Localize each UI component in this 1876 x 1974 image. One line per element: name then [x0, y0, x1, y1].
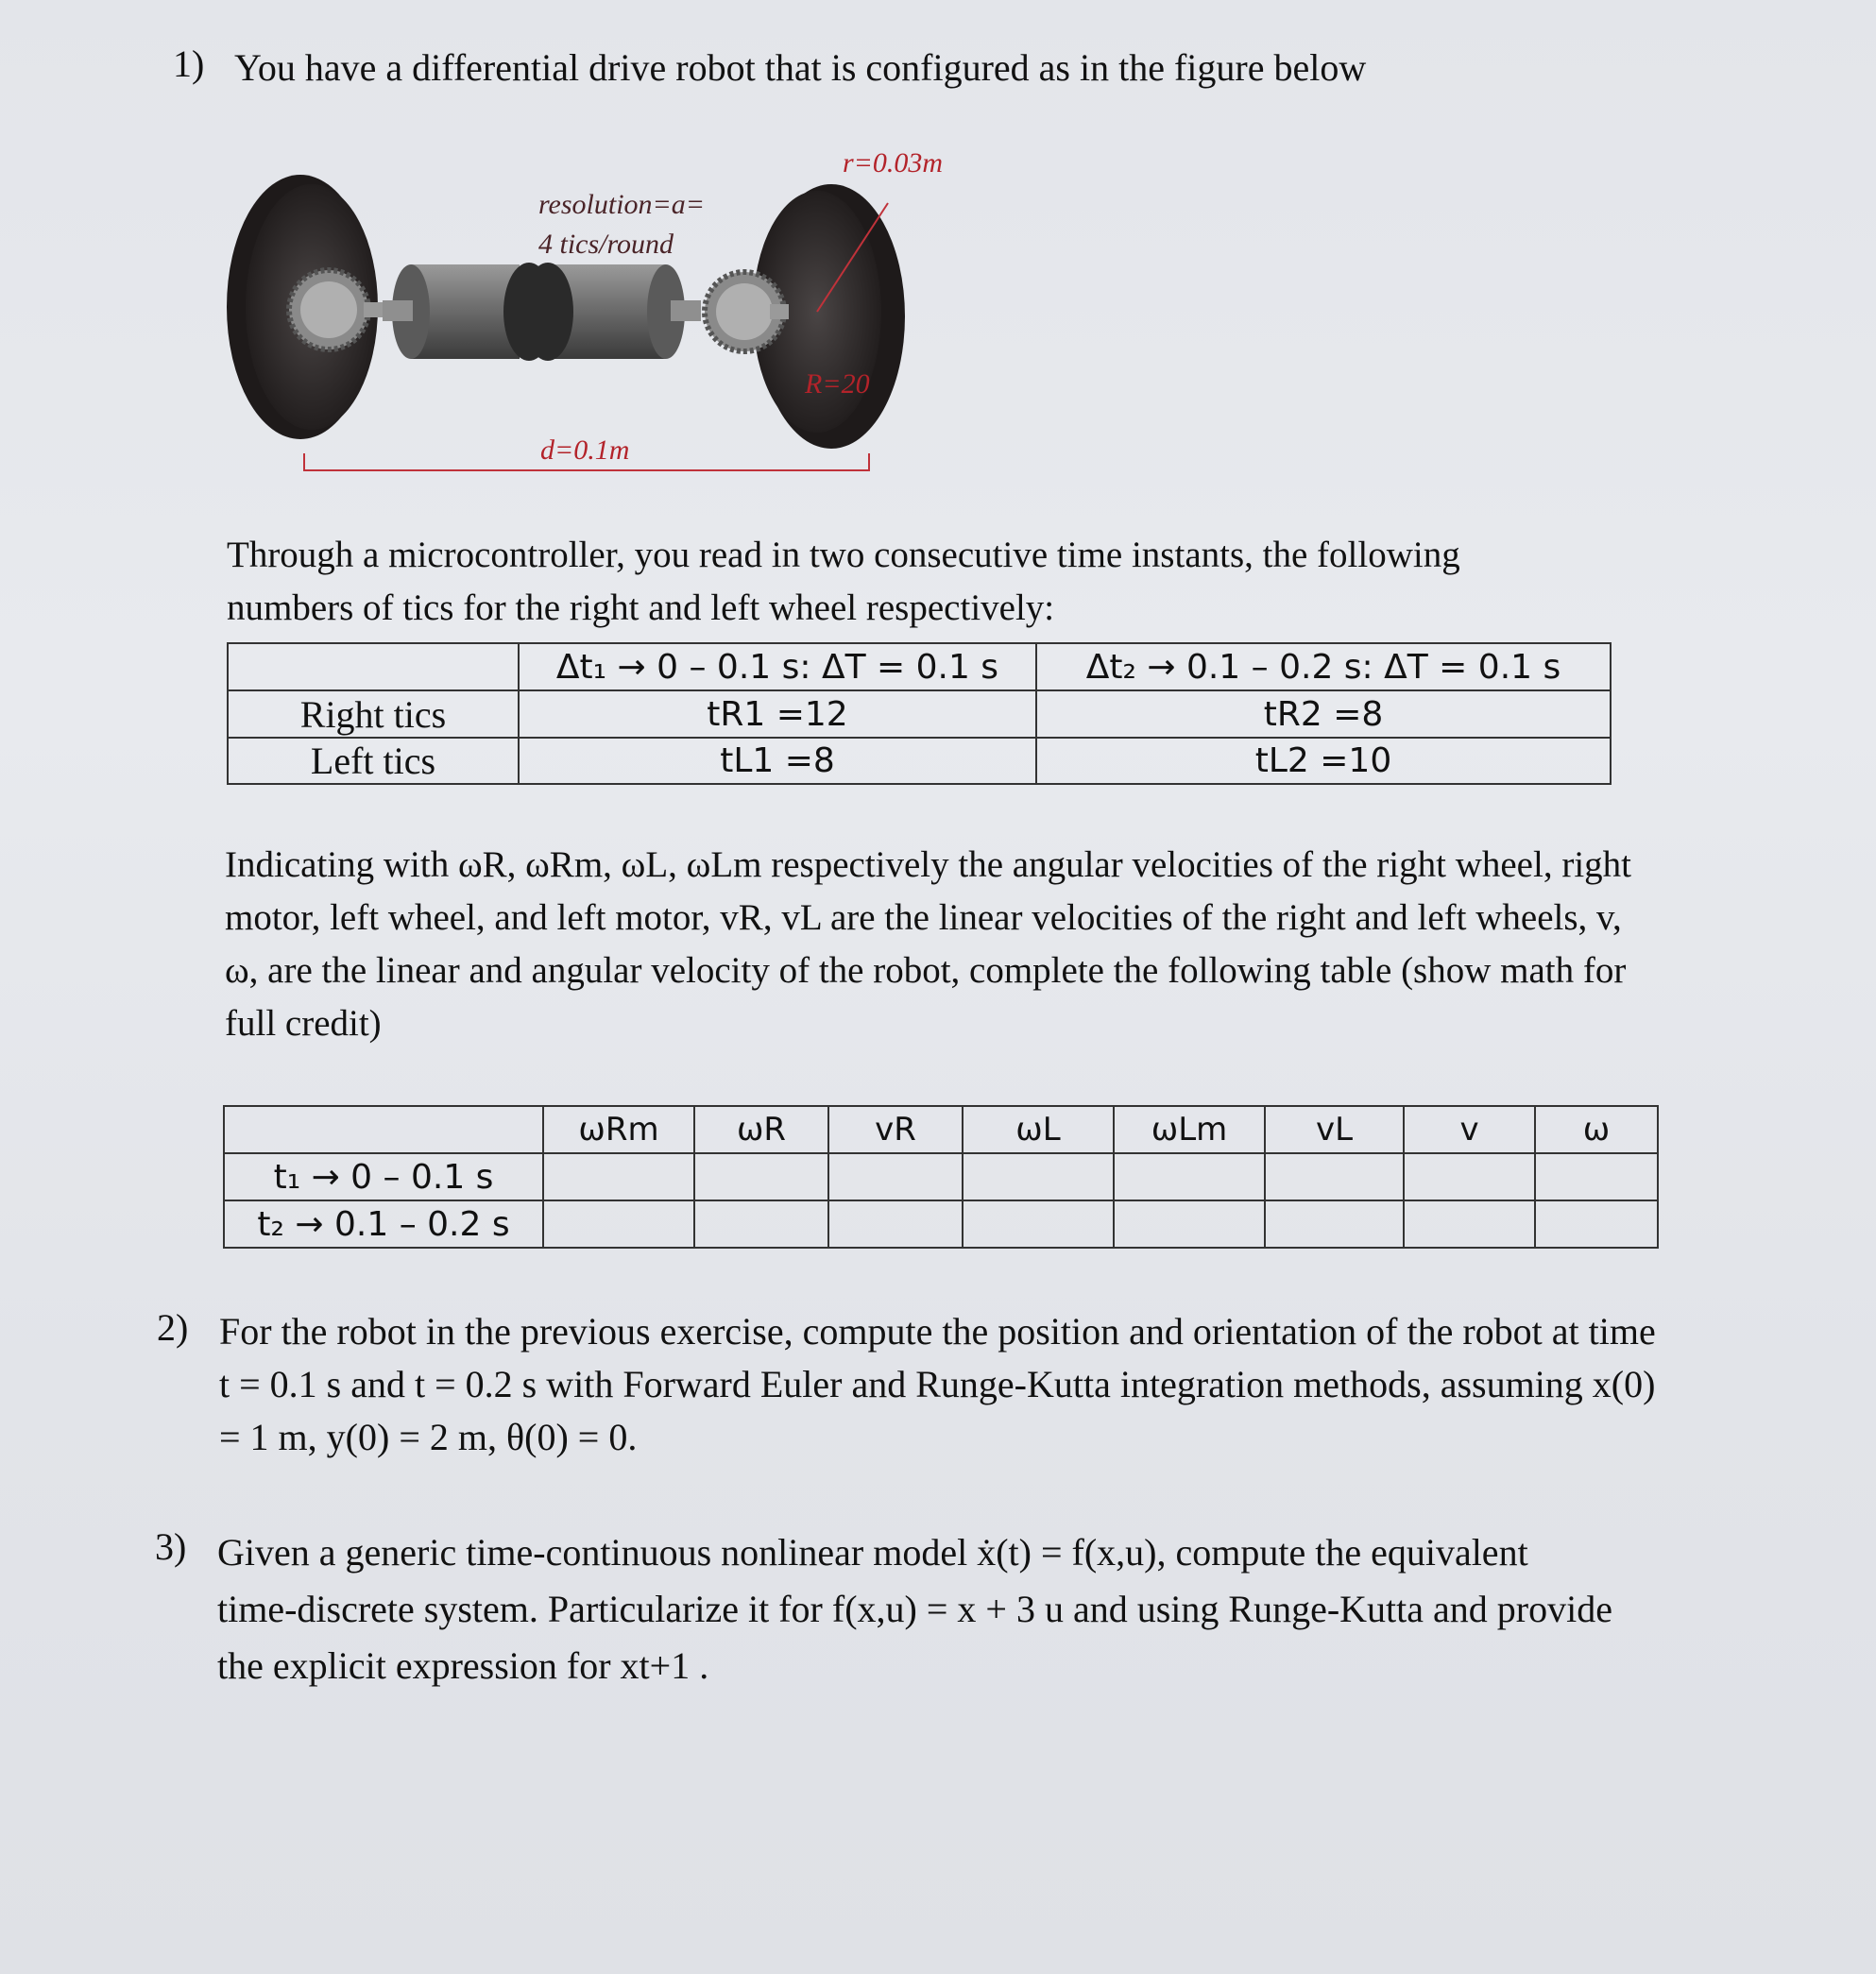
answer-header-cell: ωR	[694, 1106, 828, 1153]
question-3-number: 3)	[155, 1525, 187, 1568]
answer-row-label: t₂ → 0.1 – 0.2 s	[224, 1200, 543, 1248]
answer-row-label: t₁ → 0 – 0.1 s	[224, 1153, 543, 1200]
resolution-label-line1: resolution=a=	[538, 189, 706, 220]
question-3-text: Given a generic time-continuous nonlinear model ẋ(t) = f(x,u), compute the equivalent time-discrete system. Particularize it for f(x,u) = x + 3 u and using Runge-Kutta and provide the explicit expression for xt+1 .	[217, 1531, 1612, 1687]
answer-cell[interactable]	[694, 1200, 828, 1248]
answer-cell[interactable]	[1265, 1200, 1404, 1248]
tics-header-row	[228, 643, 1611, 690]
answer-header-cell: ωL	[963, 1106, 1114, 1153]
answer-cell[interactable]	[1265, 1153, 1404, 1200]
tics-cell: tL1 =8	[519, 738, 1036, 784]
question-2-number: 2)	[157, 1306, 189, 1349]
answer-header-cell: ωRm	[543, 1106, 694, 1153]
answer-cell[interactable]	[1535, 1153, 1658, 1200]
answer-cell[interactable]	[828, 1153, 963, 1200]
answer-cell[interactable]	[694, 1153, 828, 1200]
robot-figure	[227, 142, 982, 482]
question-1-number: 1)	[173, 43, 205, 85]
answer-header-cell: v	[1404, 1106, 1535, 1153]
answer-table	[223, 1105, 1659, 1249]
answer-cell[interactable]	[963, 1200, 1114, 1248]
tics-row-left	[228, 738, 1611, 784]
tics-header-interval-1: Δt₁ → 0 – 0.1 s: ΔT = 0.1 s	[519, 643, 1036, 690]
intro-paragraph: Through a microcontroller, you read in two consecutive time instants, the following numbers of tics for the right and left wheel respectively:	[227, 535, 1460, 628]
answer-header-cell: vR	[828, 1106, 963, 1153]
instructions-paragraph: Indicating with ωR, ωRm, ωL, ωLm respectively the angular velocities of the right wheel, right motor, left wheel, and left motor, vR, vL are the linear velocities of the right and left wheels, v, ω, are the linear and angular velocity of the robot, complete the following table (show math for full credit)	[225, 844, 1631, 1044]
answer-cell[interactable]	[1404, 1200, 1535, 1248]
answer-cell[interactable]	[1114, 1200, 1265, 1248]
tics-row-label: Right tics	[228, 690, 519, 738]
distance-label: d=0.1m	[540, 434, 630, 466]
answer-header-empty	[224, 1106, 543, 1153]
answer-header-cell: ωLm	[1114, 1106, 1265, 1153]
tics-cell: tR2 =8	[1036, 690, 1611, 738]
answer-cell[interactable]	[1535, 1200, 1658, 1248]
answer-row-2	[224, 1200, 1658, 1248]
answer-cell[interactable]	[543, 1200, 694, 1248]
tics-row-label: Left tics	[228, 738, 519, 784]
tics-header-empty	[228, 643, 519, 690]
answer-header-cell: vL	[1265, 1106, 1404, 1153]
answer-cell[interactable]	[963, 1153, 1114, 1200]
answer-row-1	[224, 1153, 1658, 1200]
right-motor	[522, 263, 701, 361]
resolution-label-line2: 4 tics/round	[538, 229, 674, 260]
answer-cell[interactable]	[1114, 1153, 1265, 1200]
radius-label: r=0.03m	[843, 147, 944, 179]
right-wheel	[705, 184, 905, 449]
question-1-title: You have a differential drive robot that is configured as in the figure below	[234, 46, 1367, 89]
answer-header-cell: ω	[1535, 1106, 1658, 1153]
answer-header-row	[224, 1106, 1658, 1153]
question-2-text: For the robot in the previous exercise, compute the position and orientation of the robot at time t = 0.1 s and t = 0.2 s with Forward Euler and Runge-Kutta integration methods, assuming x(0) = 1 m, y(0) = 2 m, θ(0) = 0.	[219, 1310, 1656, 1458]
gear-ratio-label: R=20	[805, 368, 870, 400]
tics-header-interval-2: Δt₂ → 0.1 – 0.2 s: ΔT = 0.1 s	[1036, 643, 1611, 690]
answer-cell[interactable]	[828, 1200, 963, 1248]
tics-row-right	[228, 690, 1611, 738]
answer-cell[interactable]	[543, 1153, 694, 1200]
tics-cell: tR1 =12	[519, 690, 1036, 738]
tics-table	[227, 642, 1612, 785]
answer-cell[interactable]	[1404, 1153, 1535, 1200]
left-wheel	[227, 175, 387, 439]
tics-cell: tL2 =10	[1036, 738, 1611, 784]
